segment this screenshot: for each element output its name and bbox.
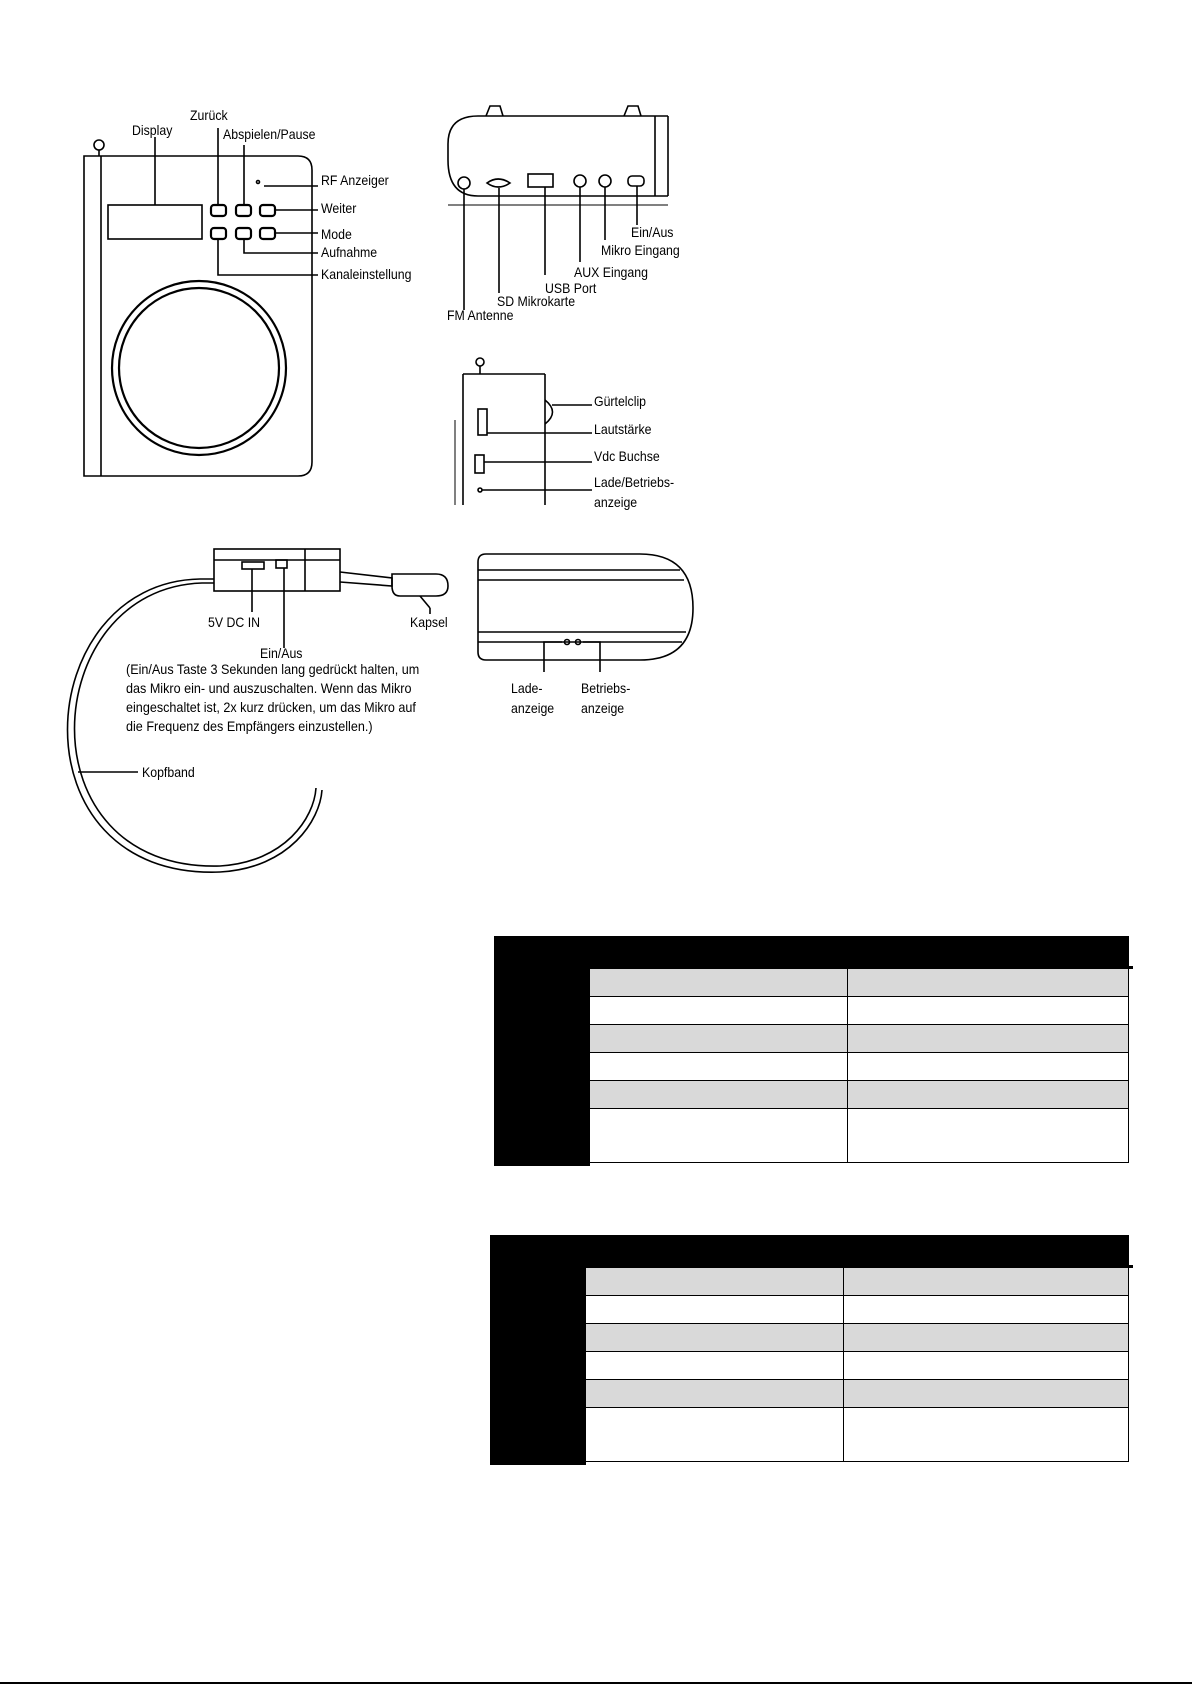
label-aufnahme: Aufnahme xyxy=(321,244,378,260)
label-aux-eingang: AUX Eingang xyxy=(574,264,648,280)
label-anzeige-side: anzeige xyxy=(594,494,638,510)
label-abspielen-pause: Abspielen/Pause xyxy=(223,126,316,142)
label-kopfband: Kopfband xyxy=(142,764,195,780)
headset-note: (Ein/Aus Taste 3 Sekunden lang gedrückt halten, um das Mikro ein- und auszuschalten. Wenn das Mikro eingeschaltet ist, 2x kurz drücken, um das Mikro auf die Frequenz des Empfängers einzustellen.) xyxy=(126,661,420,734)
side-view-drawing xyxy=(455,358,592,505)
label-fm-antenne: FM Antenne xyxy=(447,307,514,323)
page-bottom-rule xyxy=(0,1682,1192,1684)
label-sd-mikrokarte: SD Mikrokarte xyxy=(497,293,576,309)
label-mikro-eingang: Mikro Eingang xyxy=(601,242,680,258)
label-mode: Mode xyxy=(321,226,352,242)
front-view-drawing xyxy=(84,128,318,476)
label-guertelclip: Gürtelclip xyxy=(594,393,647,409)
label-usb-port: USB Port xyxy=(545,280,597,296)
label-kapsel: Kapsel xyxy=(410,614,448,630)
label-vdc-buchse: Vdc Buchse xyxy=(594,448,660,464)
label-display: Display xyxy=(132,122,173,138)
label-weiter: Weiter xyxy=(321,200,357,216)
spec-table-2-side xyxy=(490,1235,586,1465)
label-lade: Lade- xyxy=(511,680,543,696)
label-ein-aus-top: Ein/Aus xyxy=(631,224,674,240)
label-kanaleinstellung: Kanaleinstellung xyxy=(321,266,412,282)
label-5v-dc-in: 5V DC IN xyxy=(208,614,261,630)
spec-table-2-grid xyxy=(585,1267,1129,1462)
label-anzeige-lade: anzeige xyxy=(511,700,555,716)
label-anzeige-betriebs: anzeige xyxy=(581,700,625,716)
spec-table-1-grid xyxy=(589,968,1129,1163)
receiver-bottom-drawing xyxy=(478,554,693,672)
label-lautstaerke: Lautstärke xyxy=(594,421,652,437)
label-betriebs: Betriebs- xyxy=(581,680,631,696)
label-zurueck: Zurück xyxy=(190,107,228,123)
label-lade-betriebs: Lade/Betriebs- xyxy=(594,474,675,490)
spec-table-1-side xyxy=(494,936,590,1166)
label-rf-anzeiger: RF Anzeiger xyxy=(321,172,389,188)
label-ein-aus-headset: Ein/Aus xyxy=(260,645,303,661)
